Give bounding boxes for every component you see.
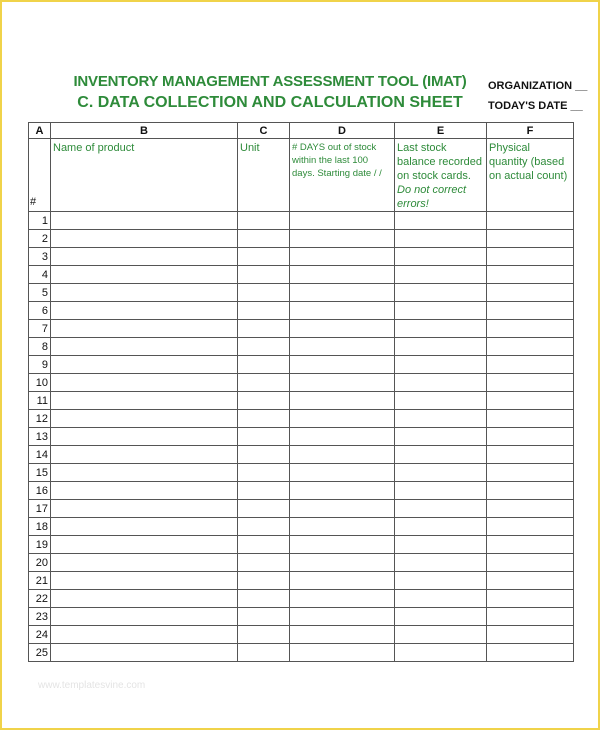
row-number: 10 — [29, 374, 51, 392]
stock-balance-cell[interactable] — [395, 536, 487, 554]
stock-balance-cell[interactable] — [395, 248, 487, 266]
product-name-cell[interactable] — [51, 410, 238, 428]
days-out-of-stock-cell[interactable] — [290, 482, 395, 500]
table-row — [29, 248, 574, 266]
unit-cell[interactable] — [238, 356, 290, 374]
table-row — [29, 374, 574, 392]
row-number: 25 — [29, 644, 51, 662]
header-product-name: Name of product — [51, 139, 238, 212]
physical-quantity-cell[interactable] — [487, 518, 574, 536]
product-name-cell[interactable] — [51, 374, 238, 392]
title-line-1: INVENTORY MANAGEMENT ASSESSMENT TOOL (IMAT) — [73, 73, 467, 90]
header-number: # — [29, 139, 51, 212]
stock-balance-cell[interactable] — [395, 572, 487, 590]
unit-cell[interactable] — [238, 338, 290, 356]
days-out-of-stock-cell[interactable] — [290, 338, 395, 356]
header-unit: Unit — [238, 139, 290, 212]
row-number: 2 — [29, 230, 51, 248]
stock-balance-cell[interactable] — [395, 356, 487, 374]
unit-cell[interactable] — [238, 464, 290, 482]
table-row — [29, 410, 574, 428]
table-row — [29, 446, 574, 464]
header-last-stock-balance — [395, 139, 487, 212]
unit-cell[interactable] — [238, 320, 290, 338]
stock-balance-cell[interactable] — [395, 302, 487, 320]
table-row — [29, 500, 574, 518]
column-header-row — [29, 139, 574, 212]
stock-balance-cell[interactable] — [395, 590, 487, 608]
physical-quantity-cell[interactable] — [487, 428, 574, 446]
physical-quantity-cell[interactable] — [487, 608, 574, 626]
physical-quantity-cell[interactable] — [487, 536, 574, 554]
physical-quantity-cell[interactable] — [487, 500, 574, 518]
stock-balance-cell[interactable] — [395, 464, 487, 482]
unit-cell[interactable] — [238, 410, 290, 428]
physical-quantity-cell[interactable] — [487, 482, 574, 500]
days-out-of-stock-cell[interactable] — [290, 608, 395, 626]
stock-balance-cell[interactable] — [395, 374, 487, 392]
stock-balance-cell[interactable] — [395, 410, 487, 428]
days-out-of-stock-cell[interactable] — [290, 284, 395, 302]
days-out-of-stock-cell[interactable] — [290, 410, 395, 428]
days-out-of-stock-cell[interactable] — [290, 248, 395, 266]
days-out-of-stock-cell[interactable] — [290, 266, 395, 284]
row-number: 1 — [29, 212, 51, 230]
product-name-cell[interactable] — [51, 266, 238, 284]
row-number: 13 — [29, 428, 51, 446]
table-row — [29, 230, 574, 248]
days-out-of-stock-cell[interactable] — [290, 374, 395, 392]
unit-cell[interactable] — [238, 248, 290, 266]
column-letter-row — [29, 123, 574, 139]
row-number: 4 — [29, 266, 51, 284]
unit-cell[interactable] — [238, 536, 290, 554]
stock-balance-cell[interactable] — [395, 608, 487, 626]
stock-balance-cell[interactable] — [395, 446, 487, 464]
product-name-cell[interactable] — [51, 554, 238, 572]
table-row — [29, 428, 574, 446]
header-days-out-of-stock: # DAYS out of stock within the last 100 days. Starting date / / — [290, 139, 395, 212]
title-block — [60, 72, 480, 114]
days-out-of-stock-cell[interactable] — [290, 644, 395, 662]
physical-quantity-cell[interactable] — [487, 248, 574, 266]
row-number: 17 — [29, 500, 51, 518]
stock-balance-cell[interactable] — [395, 212, 487, 230]
row-number: 14 — [29, 446, 51, 464]
header-last-stock-balance-text: Last stock balance recorded on stock cards. — [397, 142, 483, 182]
stock-balance-cell[interactable] — [395, 392, 487, 410]
physical-quantity-cell[interactable] — [487, 320, 574, 338]
days-out-of-stock-cell[interactable] — [290, 446, 395, 464]
physical-quantity-cell[interactable] — [487, 446, 574, 464]
unit-cell[interactable] — [238, 428, 290, 446]
row-number: 11 — [29, 392, 51, 410]
physical-quantity-cell[interactable] — [487, 374, 574, 392]
physical-quantity-cell[interactable] — [487, 392, 574, 410]
table-row — [29, 302, 574, 320]
table-row — [29, 212, 574, 230]
physical-quantity-cell[interactable] — [487, 356, 574, 374]
stock-balance-cell[interactable] — [395, 554, 487, 572]
watermark: www.templatesvine.com — [38, 680, 146, 691]
row-number: 5 — [29, 284, 51, 302]
days-out-of-stock-cell[interactable] — [290, 500, 395, 518]
column-letter-b: B — [51, 123, 238, 139]
row-number: 18 — [29, 518, 51, 536]
stock-balance-cell[interactable] — [395, 644, 487, 662]
unit-cell[interactable] — [238, 626, 290, 644]
row-number: 16 — [29, 482, 51, 500]
table-row — [29, 356, 574, 374]
stock-balance-cell[interactable] — [395, 284, 487, 302]
product-name-cell[interactable] — [51, 428, 238, 446]
physical-quantity-cell[interactable] — [487, 644, 574, 662]
unit-cell[interactable] — [238, 608, 290, 626]
days-out-of-stock-cell[interactable] — [290, 518, 395, 536]
stock-balance-cell[interactable] — [395, 320, 487, 338]
product-name-cell[interactable] — [51, 608, 238, 626]
unit-cell[interactable] — [238, 572, 290, 590]
table-row — [29, 320, 574, 338]
row-number: 20 — [29, 554, 51, 572]
unit-cell[interactable] — [238, 374, 290, 392]
product-name-cell[interactable] — [51, 644, 238, 662]
days-out-of-stock-cell[interactable] — [290, 392, 395, 410]
table-row — [29, 266, 574, 284]
days-out-of-stock-cell[interactable] — [290, 554, 395, 572]
title-line-2: C. DATA COLLECTION AND CALCULATION SHEET — [77, 94, 463, 111]
unit-cell[interactable] — [238, 446, 290, 464]
stock-balance-cell[interactable] — [395, 230, 487, 248]
product-name-cell[interactable] — [51, 302, 238, 320]
days-out-of-stock-cell[interactable] — [290, 212, 395, 230]
table-row — [29, 338, 574, 356]
days-out-of-stock-cell[interactable] — [290, 356, 395, 374]
product-name-cell[interactable] — [51, 536, 238, 554]
physical-quantity-cell[interactable] — [487, 554, 574, 572]
row-number: 24 — [29, 626, 51, 644]
row-number: 3 — [29, 248, 51, 266]
physical-quantity-cell[interactable] — [487, 338, 574, 356]
row-number: 7 — [29, 320, 51, 338]
stock-balance-cell[interactable] — [395, 500, 487, 518]
table-body — [29, 212, 574, 662]
table-row — [29, 590, 574, 608]
physical-quantity-cell[interactable] — [487, 410, 574, 428]
physical-quantity-cell[interactable] — [487, 230, 574, 248]
stock-balance-cell[interactable] — [395, 518, 487, 536]
table-row — [29, 464, 574, 482]
unit-cell[interactable] — [238, 302, 290, 320]
column-letter-f: F — [487, 123, 574, 139]
days-out-of-stock-cell[interactable] — [290, 230, 395, 248]
product-name-cell[interactable] — [51, 446, 238, 464]
table-row — [29, 608, 574, 626]
table-row — [29, 536, 574, 554]
table-row — [29, 284, 574, 302]
product-name-cell[interactable] — [51, 500, 238, 518]
table-row — [29, 392, 574, 410]
days-out-of-stock-cell[interactable] — [290, 320, 395, 338]
days-out-of-stock-cell[interactable] — [290, 572, 395, 590]
table-row — [29, 518, 574, 536]
product-name-cell[interactable] — [51, 482, 238, 500]
product-name-cell[interactable] — [51, 590, 238, 608]
table-row — [29, 572, 574, 590]
column-letter-e: E — [395, 123, 487, 139]
unit-cell[interactable] — [238, 554, 290, 572]
stock-balance-cell[interactable] — [395, 266, 487, 284]
column-letter-c: C — [238, 123, 290, 139]
row-number: 8 — [29, 338, 51, 356]
table-row — [29, 626, 574, 644]
row-number: 9 — [29, 356, 51, 374]
days-out-of-stock-cell[interactable] — [290, 464, 395, 482]
row-number: 22 — [29, 590, 51, 608]
physical-quantity-cell[interactable] — [487, 302, 574, 320]
todays-date-field[interactable]: TODAY'S DATE __ — [488, 100, 583, 112]
data-collection-table — [28, 122, 574, 662]
physical-quantity-cell[interactable] — [487, 626, 574, 644]
product-name-cell[interactable] — [51, 572, 238, 590]
unit-cell[interactable] — [238, 482, 290, 500]
physical-quantity-cell[interactable] — [487, 284, 574, 302]
days-out-of-stock-cell[interactable] — [290, 536, 395, 554]
stock-balance-cell[interactable] — [395, 482, 487, 500]
product-name-cell[interactable] — [51, 248, 238, 266]
days-out-of-stock-cell[interactable] — [290, 626, 395, 644]
product-name-cell[interactable] — [51, 230, 238, 248]
row-number: 12 — [29, 410, 51, 428]
physical-quantity-cell[interactable] — [487, 266, 574, 284]
row-number: 23 — [29, 608, 51, 626]
table-row — [29, 644, 574, 662]
unit-cell[interactable] — [238, 590, 290, 608]
product-name-cell[interactable] — [51, 392, 238, 410]
physical-quantity-cell[interactable] — [487, 212, 574, 230]
stock-balance-cell[interactable] — [395, 428, 487, 446]
table-row — [29, 554, 574, 572]
table-row — [29, 482, 574, 500]
unit-cell[interactable] — [238, 230, 290, 248]
unit-cell[interactable] — [238, 392, 290, 410]
days-out-of-stock-cell[interactable] — [290, 590, 395, 608]
physical-quantity-cell[interactable] — [487, 590, 574, 608]
product-name-cell[interactable] — [51, 518, 238, 536]
unit-cell[interactable] — [238, 266, 290, 284]
row-number: 21 — [29, 572, 51, 590]
days-out-of-stock-cell[interactable] — [290, 302, 395, 320]
unit-cell[interactable] — [238, 284, 290, 302]
organization-field[interactable]: ORGANIZATION __ — [488, 80, 588, 92]
stock-balance-cell[interactable] — [395, 626, 487, 644]
unit-cell[interactable] — [238, 212, 290, 230]
product-name-cell[interactable] — [51, 464, 238, 482]
row-number: 15 — [29, 464, 51, 482]
stock-balance-cell[interactable] — [395, 338, 487, 356]
product-name-cell[interactable] — [51, 338, 238, 356]
column-letter-a: A — [29, 123, 51, 139]
product-name-cell[interactable] — [51, 212, 238, 230]
physical-quantity-cell[interactable] — [487, 572, 574, 590]
product-name-cell[interactable] — [51, 356, 238, 374]
row-number: 6 — [29, 302, 51, 320]
product-name-cell[interactable] — [51, 626, 238, 644]
header-do-not-correct-note: Do not correct errors! — [397, 184, 467, 210]
days-out-of-stock-cell[interactable] — [290, 428, 395, 446]
row-number: 19 — [29, 536, 51, 554]
physical-quantity-cell[interactable] — [487, 464, 574, 482]
product-name-cell[interactable] — [51, 320, 238, 338]
unit-cell[interactable] — [238, 518, 290, 536]
column-letter-d: D — [290, 123, 395, 139]
product-name-cell[interactable] — [51, 284, 238, 302]
unit-cell[interactable] — [238, 644, 290, 662]
header-physical-quantity: Physical quantity (based on actual count) — [487, 139, 574, 212]
unit-cell[interactable] — [238, 500, 290, 518]
